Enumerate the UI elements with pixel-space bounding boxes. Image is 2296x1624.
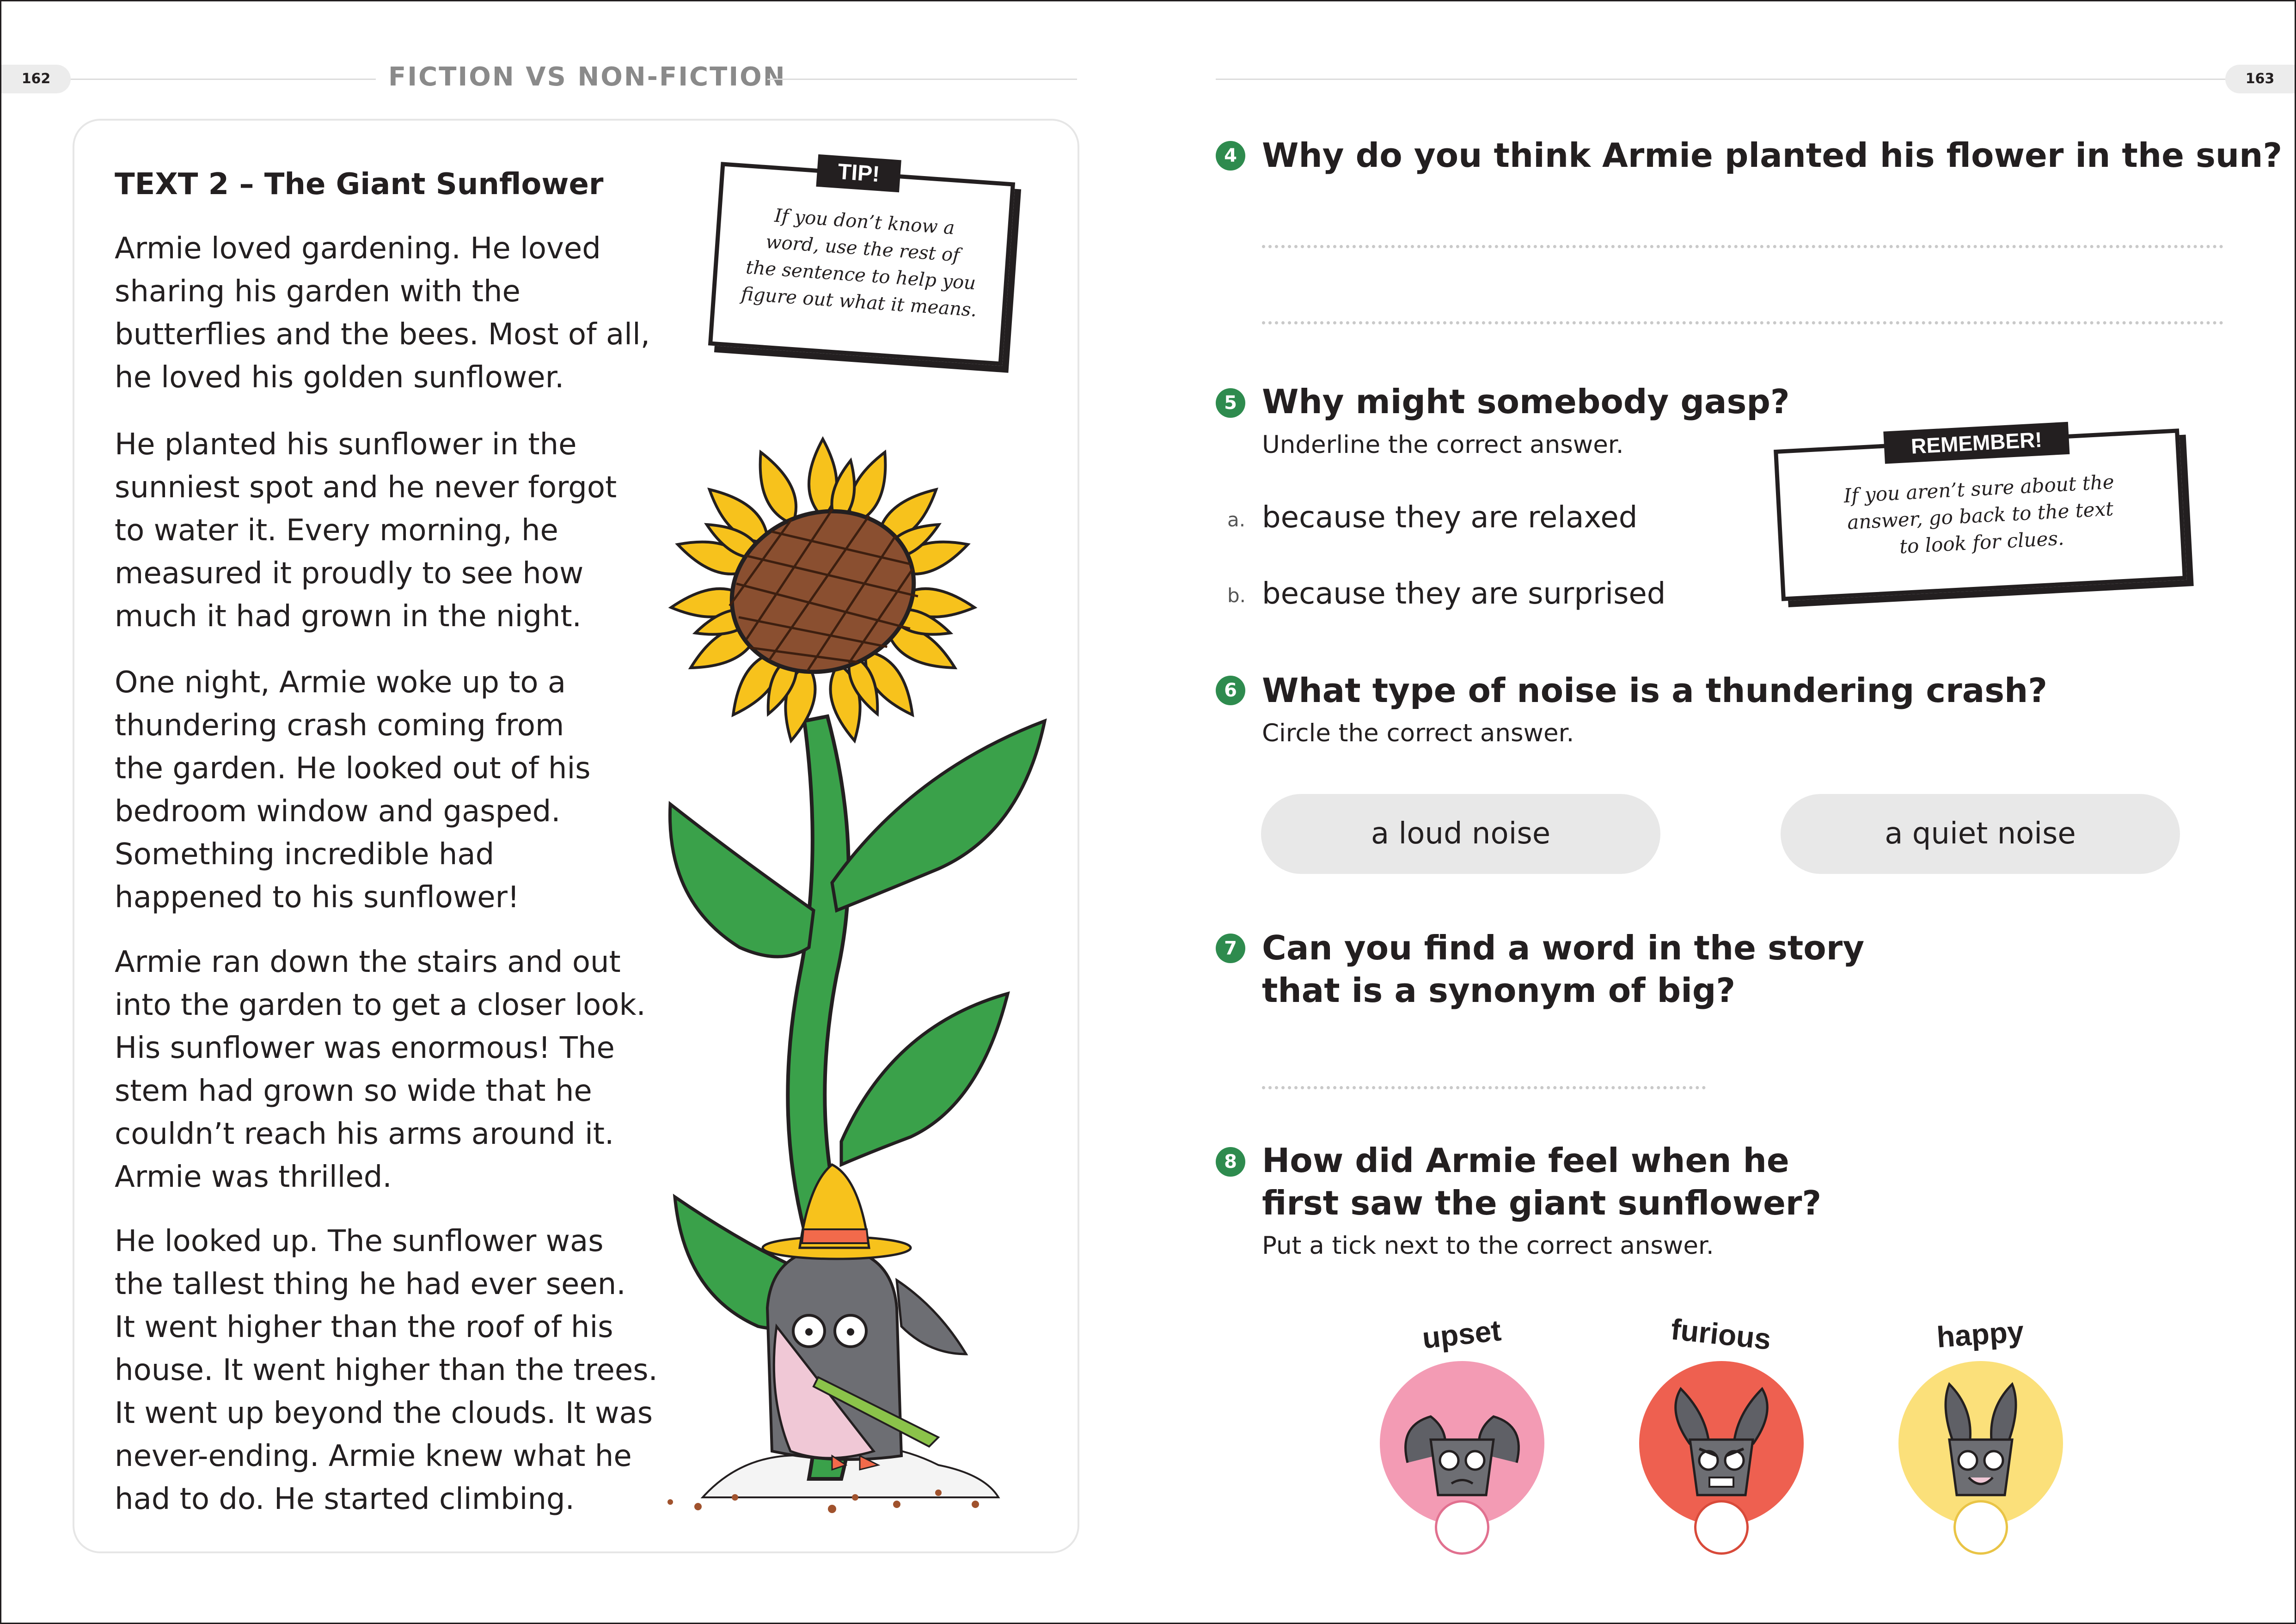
- tick-circle-happy[interactable]: [1953, 1500, 2008, 1555]
- story-paragraph: He looked up. The sunflower was the tallest thing he had ever seen. It went higher than the roof of his house. It went higher than the trees. It went up beyond the clouds. It was never-ending. Armie knew what he had to do. He started climbing.: [115, 1224, 658, 1516]
- sunflower-head: [670, 439, 976, 744]
- emotion-label-furious: furious: [1669, 1312, 1773, 1356]
- story-paragraph: He planted his sunflower in the sunniest spot and he never forgot to water it. Every morning, he measured it proudly to see how much it had grown in the night.: [115, 427, 617, 634]
- page-number-left: 162: [1, 65, 71, 93]
- answer-line-q4[interactable]: [1262, 245, 2223, 248]
- tip-label: TIP!: [816, 154, 901, 192]
- question-5-text: Why might somebody gasp?: [1262, 382, 1790, 421]
- header-rule: [767, 79, 1077, 80]
- question-8-text: How did Armie feel when he first saw the giant sunflower?: [1262, 1141, 1822, 1222]
- header-rule: [71, 79, 376, 80]
- story-title: TEXT 2 – The Giant Sunflower: [115, 167, 604, 201]
- answer-line-q4[interactable]: [1262, 321, 2223, 324]
- story-paragraph: One night, Armie woke up to a thundering crash coming from the garden. He looked out of his bedroom window and gasped. Something incredible had happened to his sunflower!: [115, 665, 591, 915]
- header-rule: [1216, 79, 2225, 80]
- question-number-8: 8: [1216, 1147, 1245, 1177]
- tick-circle-furious[interactable]: [1694, 1500, 1749, 1555]
- question-8-instruction: Put a tick next to the correct answer.: [1262, 1232, 1714, 1260]
- question-5-keyword: gasp: [1680, 382, 1770, 421]
- leaf-left-upper: [670, 804, 814, 957]
- emotion-label-upset: upset: [1420, 1313, 1503, 1355]
- option-letter: b.: [1227, 584, 1246, 607]
- tip-text: If you don’t know a word, use the rest of the sentence to help you figure out what it means.: [740, 205, 978, 321]
- question-number-4: 4: [1216, 141, 1245, 171]
- remember-label: REMEMBER!: [1883, 422, 2069, 464]
- question-7-text: Can you find a word in the story that is a synonym of big?: [1262, 928, 1865, 1010]
- page-number-right: 163: [2225, 65, 2295, 93]
- answer-pill-loud-noise[interactable]: a loud noise: [1261, 794, 1660, 874]
- armie-character: [763, 1165, 966, 1470]
- story-paragraph: Armie ran down the stairs and out into the garden to get a closer look. His sunflower was enormous! The stem had grown so wide that he couldn’t reach his arms around it. Armie was thrilled.: [115, 945, 646, 1194]
- question-6-instruction: Circle the correct answer.: [1262, 719, 1574, 747]
- answer-option-b[interactable]: because they are surprised: [1262, 577, 1666, 611]
- option-letter: a.: [1227, 508, 1246, 531]
- tip-card: [708, 159, 1015, 366]
- sunflower-illustration: [615, 402, 1077, 1525]
- remember-card: [1774, 428, 2187, 601]
- leaf-right-lower: [841, 994, 1008, 1165]
- tick-circle-upset[interactable]: [1435, 1500, 1489, 1555]
- question-4-text: Why do you think Armie planted his flower in the sun?: [1262, 136, 2283, 175]
- leaf-right-upper: [832, 721, 1045, 910]
- question-6-text: What type of noise is a thundering crash?: [1262, 671, 2048, 710]
- question-number-5: 5: [1216, 388, 1245, 418]
- section-title: FICTION VS NON-FICTION: [388, 62, 786, 92]
- remember-text: If you aren’t sure about the answer, go back to the text to look for clues.: [1843, 470, 2115, 558]
- answer-pill-quiet-noise[interactable]: a quiet noise: [1781, 794, 2180, 874]
- answer-option-a[interactable]: because they are relaxed: [1262, 501, 1638, 535]
- question-5-instruction: Underline the correct answer.: [1262, 431, 1624, 459]
- question-number-7: 7: [1216, 934, 1245, 963]
- emotion-label-happy: happy: [1935, 1314, 2025, 1354]
- story-paragraph: Armie loved gardening. He loved sharing his garden with the butterflies and the bees. Most of all, he loved his golden sunflower.: [115, 232, 650, 395]
- question-number-6: 6: [1216, 676, 1245, 705]
- answer-line-q7[interactable]: [1262, 1086, 1706, 1089]
